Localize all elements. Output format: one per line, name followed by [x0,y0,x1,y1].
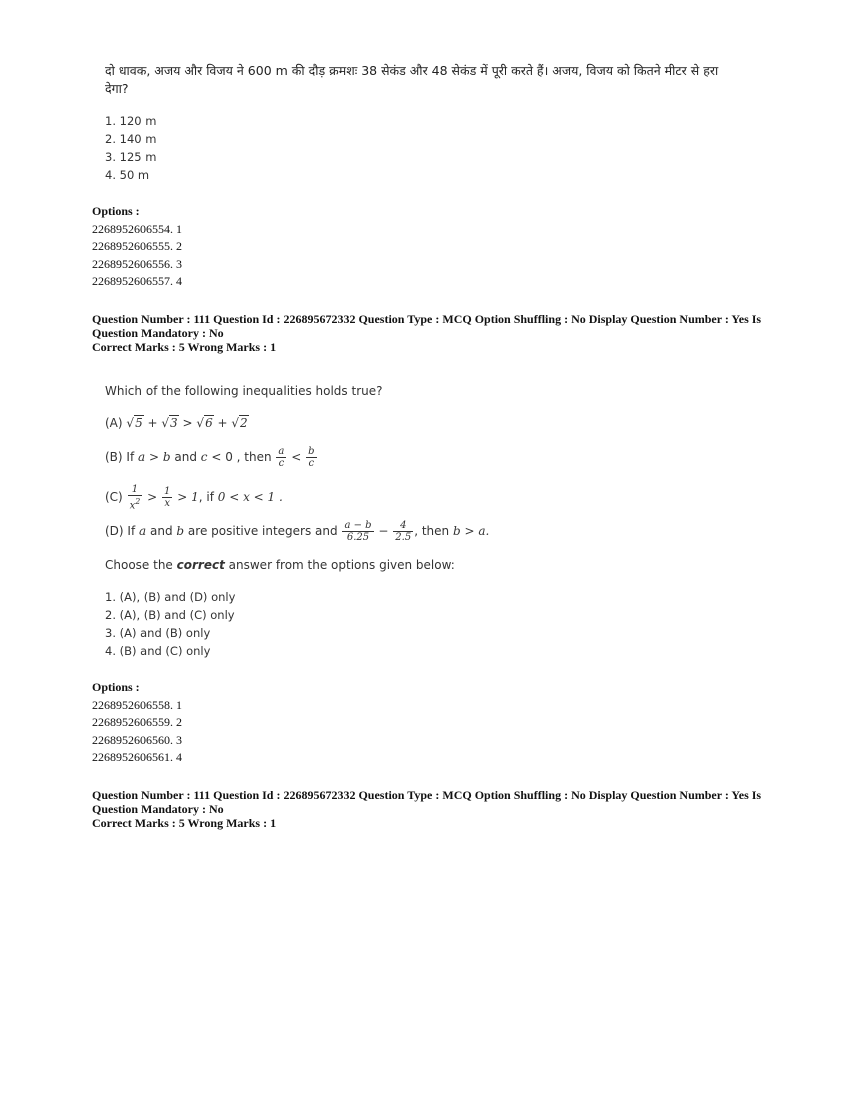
question-meta-2 [92,788,772,830]
choice-item: 2. 140 m [105,132,157,146]
fraction: $\frac{1}{x^2}$ [129,484,141,512]
options-block-1 [92,203,182,291]
question-2-stem: Which of the following inequalities holds true? [105,384,383,398]
fraction: $\frac{b}{c}$ [308,446,315,469]
meta-line: Question Mandatory : No [92,326,224,340]
statement-label: (C) [105,490,123,505]
option-id: 2268952606558. 1 [92,697,182,712]
meta-line: Question Mandatory : No [92,802,224,816]
choice-item: 1. 120 m [105,114,157,128]
emphasis: correct [176,558,225,572]
choice-item: 1. (A), (B) and (D) only [105,590,236,604]
fraction: $\frac{a - b}{6.25}$ [344,520,372,543]
question-2-choices [105,588,235,660]
fraction: $\frac{1}{x}$ [164,486,171,510]
option-id: 2268952606559. 2 [92,715,182,729]
fraction: $\frac{4}{2.5}$ [395,520,412,543]
choice-item: 2. (A), (B) and (C) only [105,608,235,622]
option-id: 2268952606561. 4 [92,750,182,764]
math-expression: √5 + √3 [126,416,178,430]
statement-label: (D) If [105,524,136,538]
statement-a [105,416,249,430]
option-id: 2268952606555. 2 [92,239,182,253]
statement-label: (B) If [105,450,135,464]
meta-line: Question Number : 111 Question Id : 226895672332 Question Type : MCQ Option Shuffling : No Display Question Number : Yes Is [92,788,762,802]
option-id: 2268952606557. 4 [92,274,182,288]
options-heading: Options : [92,204,140,218]
option-id: 2268952606560. 3 [92,732,182,747]
option-id: 2268952606556. 3 [92,256,182,271]
question-meta-1 [92,312,772,354]
option-id: 2268952606554. 1 [92,221,182,236]
question-2-instruction: Choose the correct answer from the options given below: [105,558,455,572]
choice-item: 4. (B) and (C) only [105,644,211,658]
fraction: $\frac{a}{c}$ [278,446,285,469]
question-1-choices [105,112,745,184]
question-1-text: दो धावक, अजय और विजय ने 600 m की दौड़ क्रमशः 38 सेकंड और 48 सेकंड में पूरी करते हैं। अजय, विजय को कितने मीटर से हरा देगा? [105,63,719,96]
math-expression: √6 + √2 [196,416,248,430]
statement-c: (C) $\frac{1}{x^2}$ > $\frac{1}{x}$ > 1, if 0 < x < 1 . [105,484,283,512]
meta-line: Question Number : 111 Question Id : 226895672332 Question Type : MCQ Option Shuffling : No Display Question Number : Yes Is [92,312,762,326]
statement-b: (B) If a > b and c < 0 , then $\frac{a}{c}$ < $\frac{b}{c}$ [105,446,315,469]
options-heading: Options : [92,680,140,694]
choice-item: 3. (A) and (B) only [105,626,211,640]
meta-line: Correct Marks : 5 Wrong Marks : 1 [92,816,277,830]
operator: > [182,416,193,430]
statement-d: (D) If a and b are positive integers and $\frac{a - b}{6.25}$ − $\frac{4}{2.5}$ , then b > a. [105,520,490,543]
choice-item: 4. 50 m [105,168,150,182]
options-block-2 [92,679,182,767]
meta-line: Correct Marks : 5 Wrong Marks : 1 [92,340,277,354]
statement-label: (A) [105,416,123,430]
choice-item: 3. 125 m [105,150,157,164]
question-1 [105,62,745,184]
